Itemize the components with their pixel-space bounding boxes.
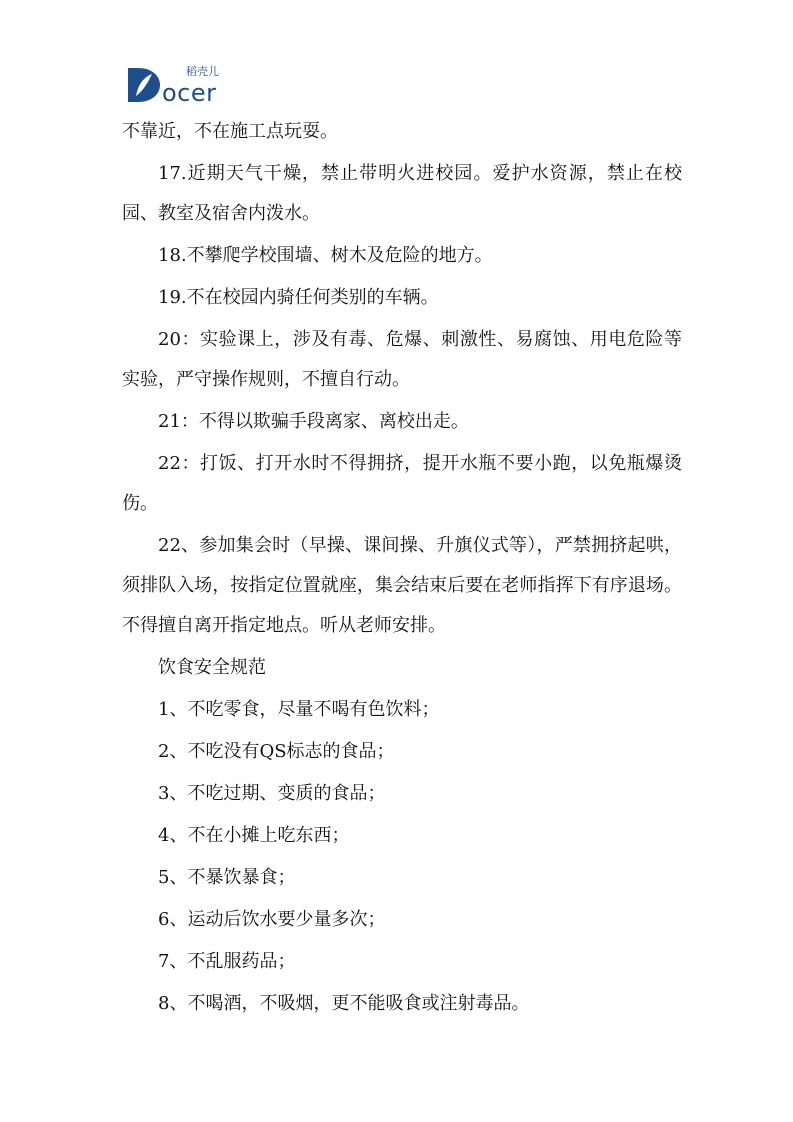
paragraph: 22、参加集会时（早操、课间操、升旗仪式等），严禁拥挤起哄，须排队入场，按指定位置就座，集会结束后要在老师指挥下有序退场。不得擅自离开指定地点。听从老师安排。	[122, 535, 682, 636]
list-item: 1、不吃零食，尽量不喝有色饮料；	[158, 699, 440, 720]
docer-logo	[126, 62, 226, 104]
paragraph: 20：实验课上，涉及有毒、危爆、刺激性、易腐蚀、用电危险等实验，严守操作规则，不擅自行动。	[122, 329, 682, 390]
list-item: 3、不吃过期、变质的食品；	[158, 783, 386, 804]
section-heading: 饮食安全规范	[158, 657, 266, 678]
list-item: 4、不在小摊上吃东西；	[158, 825, 350, 846]
list-item: 7、不乱服药品；	[158, 951, 296, 972]
list-item: 6、运动后饮水要少量多次；	[158, 909, 386, 930]
paragraph: 19.不在校园内骑任何类别的车辆。	[158, 287, 439, 308]
paragraph: 21：不得以欺骗手段离家、离校出走。	[158, 411, 469, 432]
list-item: 2、不吃没有QS标志的食品；	[158, 741, 395, 762]
paragraph: 17.近期天气干燥，禁止带明火进校园。爱护水资源，禁止在校园、教室及宿舍内泼水。	[122, 163, 682, 224]
paragraph: 22：打饭、打开水时不得拥挤，提开水瓶不要小跑，以免瓶爆烫伤。	[122, 453, 682, 514]
list-item: 8、不喝酒，不吸烟，更不能吸食或注射毒品。	[158, 993, 530, 1014]
docer-logo-graphic	[126, 62, 226, 104]
document-body	[122, 112, 682, 1026]
paragraph: 不靠近，不在施工点玩耍。	[122, 121, 338, 142]
paragraph: 18.不攀爬学校围墙、树木及危险的地方。	[158, 245, 493, 266]
logo-cn-text: 稻壳儿	[186, 65, 219, 78]
list-item: 5、不暴饮暴食；	[158, 867, 296, 888]
logo-ocer-text: ocer	[162, 79, 217, 104]
